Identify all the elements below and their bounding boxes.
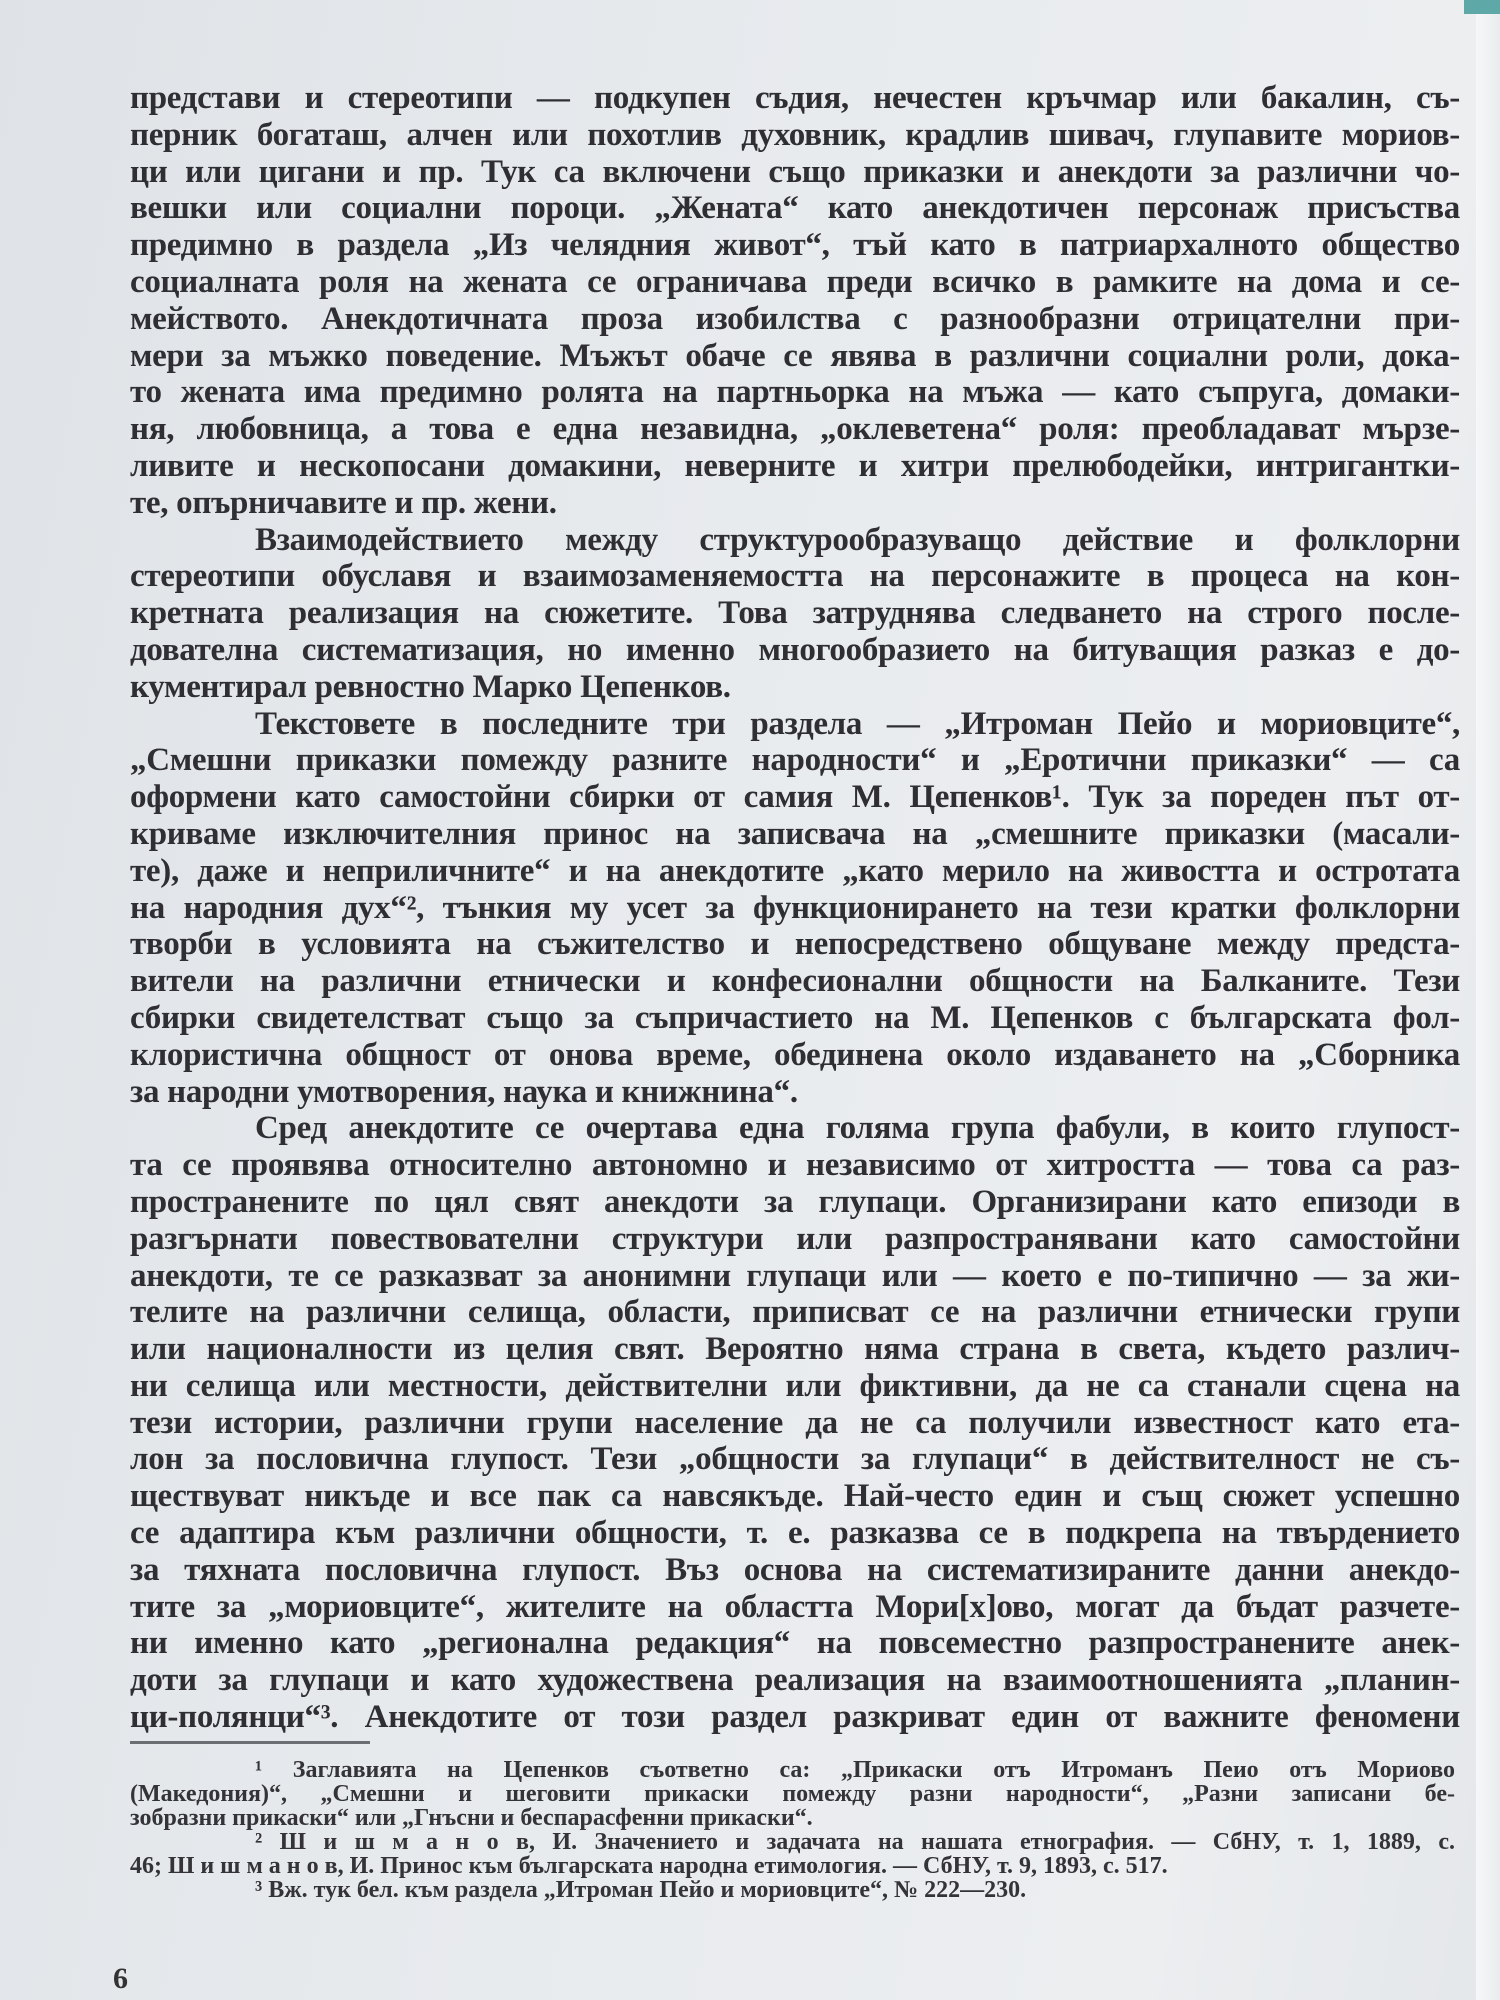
text-line: клористична общност от онова време, обединена около издаването на „Сборника — [130, 1036, 1460, 1073]
footnote — [130, 1878, 1455, 1902]
text-line: пространените по цял свят анекдоти за глупаци. Организирани като епизоди в — [130, 1183, 1460, 1220]
main-text — [130, 80, 1460, 1736]
paragraph — [130, 706, 1460, 1111]
footnote-line: зобразни прикаски“ или „Гнъсни и беспарасфенни прикаски“. — [130, 1805, 813, 1831]
footnote-divider — [130, 1741, 370, 1744]
text-line: вители на различни етнически и конфесионални общности на Балканите. Тези — [130, 963, 1460, 1000]
text-line: „Смешни приказки помежду разните народности“ и „Еротични приказки“ — са — [130, 742, 1460, 779]
text-line: та се проявява относително автономно и независимо от хитростта — това са раз- — [130, 1147, 1460, 1184]
text-line: сбирки свидетелстват също за съпричастието на М. Цепенков с българската фол- — [130, 999, 1460, 1036]
page-number: 6 — [113, 1962, 128, 1995]
text-line: ци или цигани и пр. Тук са включени също приказки и анекдоти за различни чо- — [130, 153, 1460, 190]
footnote-line: 46; Ш и ш м а н о в, И. Принос към българската народна етимология. — СбНУ, т. 9, 1893, с. 517. — [130, 1853, 1168, 1879]
text-line: или националности из целия свят. Вероятно няма страна в света, където различ- — [130, 1331, 1460, 1368]
text-line: те), даже и неприличните“ и на анекдотите „като мерило на живостта и остротата — [130, 852, 1460, 889]
paragraph — [130, 1110, 1460, 1736]
text-line: мери за мъжко поведение. Мъжът обаче се явява в различни социални роли, дока- — [130, 337, 1460, 374]
paragraph — [130, 80, 1460, 522]
page-edge — [1476, 0, 1500, 2000]
text-line: вешки или социални пороци. „Жената“ като анекдотичен персонаж присъства — [130, 190, 1460, 227]
text-line: Взаимодействието между структурообразуващо действие и фолклорни — [255, 521, 1460, 558]
text-line: ни селища или местности, действителни или фиктивни, да не са станали сцена на — [130, 1367, 1460, 1404]
footnote — [130, 1758, 1455, 1830]
footnote-line: ³ Вж. тук бел. към раздела „Итроман Пейо и мориовците“, № 222—230. — [255, 1877, 1027, 1903]
text-line: доти за глупаци и като художествена реализация на взаимоотношенията „планин- — [130, 1662, 1460, 1699]
footnote-line: ² Ш и ш м а н о в, И. Значението и задачата на нашата етнография. — СбНУ, т. 1, 1889, с. — [255, 1829, 1455, 1855]
text-line: тези истории, различни групи население да не са получили известност като ета- — [130, 1404, 1460, 1441]
footnote — [130, 1830, 1455, 1878]
text-line: оформени като самостойни сбирки от самия М. Цепенков¹. Тук за пореден път от- — [130, 779, 1460, 816]
text-line: ливите и нескопосани домакини, неверните и хитри прелюбодейки, интригантки- — [130, 447, 1460, 484]
text-line: те, опърничавите и пр. жени. — [130, 484, 557, 521]
text-line: творби в условията на съжителство и непосредствено общуване между предста- — [130, 926, 1460, 963]
text-line: ни именно като „регионална редакция“ на повсеместно разпространените анек- — [130, 1625, 1460, 1662]
text-line: криваме изключителния принос на записвача на „смешните приказки (масали- — [130, 815, 1460, 852]
footnote-line: ¹ Заглавията на Цепенков съответно са: „Прикаски отъ Итроманъ Пеио отъ Мориово — [255, 1757, 1455, 1783]
text-line: Текстовете в последните три раздела — „Итроман Пейо и мориовците“, — [255, 705, 1460, 742]
text-line: ществуват никъде и все пак са навсякъде. Най-често един и същ сюжет успешно — [130, 1478, 1460, 1515]
text-line: тите за „мориовците“, жителите на областта Мори[х]ово, могат да бъдат разчете- — [130, 1588, 1460, 1625]
text-line: мейството. Анекдотичната проза изобилства с разнообразни отрицателни при- — [130, 300, 1460, 337]
text-line: за народни умотворения, наука и книжнина“. — [130, 1073, 798, 1110]
text-line: ня, любовница, а това е една незавидна, „оклеветена“ роля: преобладават мързе- — [130, 411, 1460, 448]
text-line: дователна систематизация, но именно многообразието на битуващия разказ е до- — [130, 631, 1460, 668]
text-line: то жената има предимно ролята на партньорка на мъжа — като съпруга, домаки- — [130, 374, 1460, 411]
paragraph — [130, 522, 1460, 706]
text-line: социалната роля на жената се ограничава преди всичко в рамките на дома и се- — [130, 263, 1460, 300]
text-line: кументирал ревностно Марко Цепенков. — [130, 668, 731, 705]
book-cover-corner — [1464, 0, 1500, 14]
footnotes — [130, 1758, 1455, 1902]
footnote-line: (Македония)“, „Смешни и шеговити прикаски помежду разни народности“, „Разни записани бе- — [130, 1781, 1455, 1807]
text-line: анекдоти, те се разказват за анонимни глупаци или — което е по-типично — за жи- — [130, 1257, 1460, 1294]
text-line: разгърнати повествователни структури или разпространявани като самостойни — [130, 1220, 1460, 1257]
text-line: Сред анекдотите се очертава една голяма група фабули, в които глупост- — [255, 1110, 1460, 1147]
text-line: на народния дух“², тънкия му усет за функционирането на тези кратки фолклорни — [130, 889, 1460, 926]
text-line: стереотипи обуславя и взаимозаменяемостта на персонажите в процеса на кон- — [130, 558, 1460, 595]
text-line: представи и стереотипи — подкупен съдия, нечестен кръчмар или бакалин, съ- — [130, 80, 1460, 116]
text-line: за тяхната пословична глупост. Въз основа на систематизираните данни анекдо- — [130, 1551, 1460, 1588]
text-line: се адаптира към различни общности, т. е. разказва се в подкрепа на твърдението — [130, 1515, 1460, 1552]
text-line: предимно в раздела „Из челядния живот“, тъй като в патриархалното общество — [130, 227, 1460, 264]
text-line: перник богаташ, алчен или похотлив духовник, крадлив шивач, глупавите мориов- — [130, 116, 1460, 153]
text-line: ци-полянци“³. Анекдотите от този раздел разкриват един от важните феномени — [130, 1699, 1460, 1736]
text-line: телите на различни селища, области, приписват се на различни етнически групи — [130, 1294, 1460, 1331]
text-line: кретната реализация на сюжетите. Това затруднява следването на строго после- — [130, 595, 1460, 632]
text-line: лон за пословична глупост. Тези „общности за глупаци“ в действителност не съ- — [130, 1441, 1460, 1478]
